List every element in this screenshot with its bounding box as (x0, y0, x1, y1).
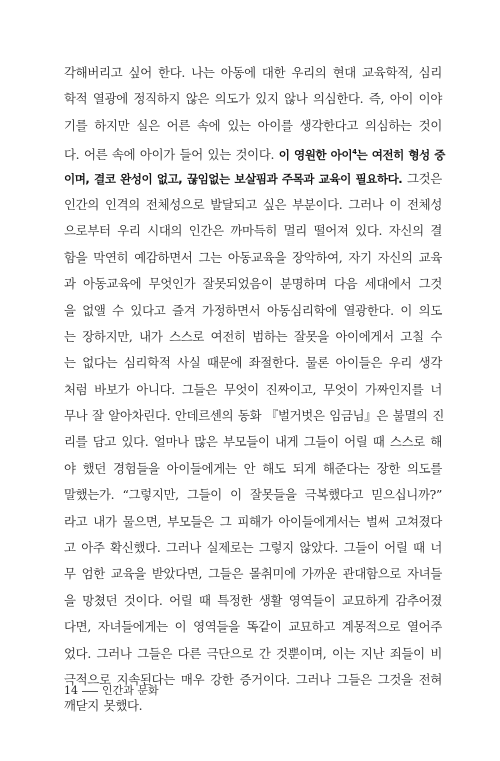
text-line: 과 아동교육에 무엇인가 잘못되었음이 분명하며 다음 세대에서 그것 (64, 276, 442, 292)
text-line: 을 없앨 수 있다고 즐겨 가정하면서 아동심리학에 열광한다. 이 의도 (64, 302, 442, 318)
text-line: 고 아주 확신했다. 그러나 실제로는 그렇지 않았다. 그들이 어릴 때 너 (64, 540, 442, 556)
body-text (64, 60, 445, 720)
text-line-with-highlight (64, 139, 445, 165)
text-line: 었다. 그러나 그들은 다른 극단으로 간 것뿐이며, 이는 지난 죄들이 비 (64, 645, 442, 661)
text-line-with-highlight (64, 166, 442, 192)
text-line: 으로부터 우리 시대의 인간은 까마득히 멀리 떨어져 있다. 자신의 결 (64, 223, 442, 239)
footer-divider (82, 691, 98, 692)
page-number: 14 (64, 684, 78, 697)
highlighted-text: 이며, 결코 완성이 없고, 끊임없는 보살핌과 주목과 교육이 필요하다. (64, 171, 403, 186)
footnote-marker: 4 (352, 148, 357, 157)
text-line: 는 장하지만, 내가 스스로 여전히 범하는 잘못을 아이에게서 고칠 수 (64, 328, 442, 344)
text-line: 는 없다는 심리학적 사실 때문에 좌절한다. 물론 아이들은 우리 생각 (64, 355, 442, 371)
highlighted-text-suffix: 는 여전히 형성 중 (356, 148, 445, 163)
text-line: 다면, 자녀들에게는 이 영역들을 똑같이 교묘하고 계몽적으로 열어주 (64, 619, 442, 635)
text-line: 인간의 인격의 전체성으로 발달되고 싶은 부분이다. 그러나 이 전체성 (64, 196, 442, 212)
text-line: 을 망쳤던 것이다. 어릴 때 특정한 생활 영역들이 교묘하게 감추어졌 (64, 592, 442, 608)
text-line: 기를 하지만 실은 어른 속에 있는 아이를 생각한다고 의심하는 것이 (64, 117, 442, 133)
text-line: 말했는가. “그렇지만, 그들이 이 잘못들을 극복했다고 믿으십니까?” (64, 487, 442, 503)
text-span: 다. 어른 속에 아이가 들어 있는 것이다. (64, 147, 275, 163)
text-line: 각해버리고 싶어 한다. 나는 아동에 대한 우리의 현대 교육학적, 심리 (64, 65, 442, 80)
text-line: 함을 막연히 예감하면서 그는 아동교육을 장악하여, 자기 자신의 교육 (64, 249, 442, 265)
text-line: 무나 잘 알아차린다. 안데르센의 동화 『벌거벗은 임금님』은 불멸의 진 (64, 408, 445, 424)
page-footer (64, 682, 159, 698)
text-span: 그것은 (402, 170, 442, 186)
text-line: 학적 열광에 정직하지 않은 의도가 있지 않나 의심한다. 즉, 아이 이야 (64, 91, 442, 107)
text-line: 무 엄한 교육을 받았다면, 그들은 몰취미에 가까운 관대함으로 자녀들 (64, 566, 442, 582)
text-line: 처럼 바보가 아니다. 그들은 무엇이 진짜이고, 무엇이 가짜인지를 너 (64, 381, 442, 397)
book-title: 인간과 문화 (102, 684, 159, 697)
highlighted-text-main: 이 영원한 아이 (278, 148, 353, 163)
highlighted-text (279, 148, 445, 162)
text-line: 리를 담고 있다. 얼마나 많은 부모들이 내게 그들이 어릴 때 스스로 해 (64, 434, 442, 450)
text-line: 야 했던 경험들을 아이들에게는 안 해도 되게 해준다는 장한 의도를 (64, 460, 442, 476)
text-line: 극적으로 지속된다는 매우 강한 증거이다. 그러나 그들은 그것을 전혀 (64, 671, 442, 687)
text-line: 라고 내가 물으면, 부모들은 그 피해가 아이들에게서는 벌써 고쳐졌다 (64, 513, 442, 529)
text-line: 깨닫지 못했다. (64, 698, 143, 714)
